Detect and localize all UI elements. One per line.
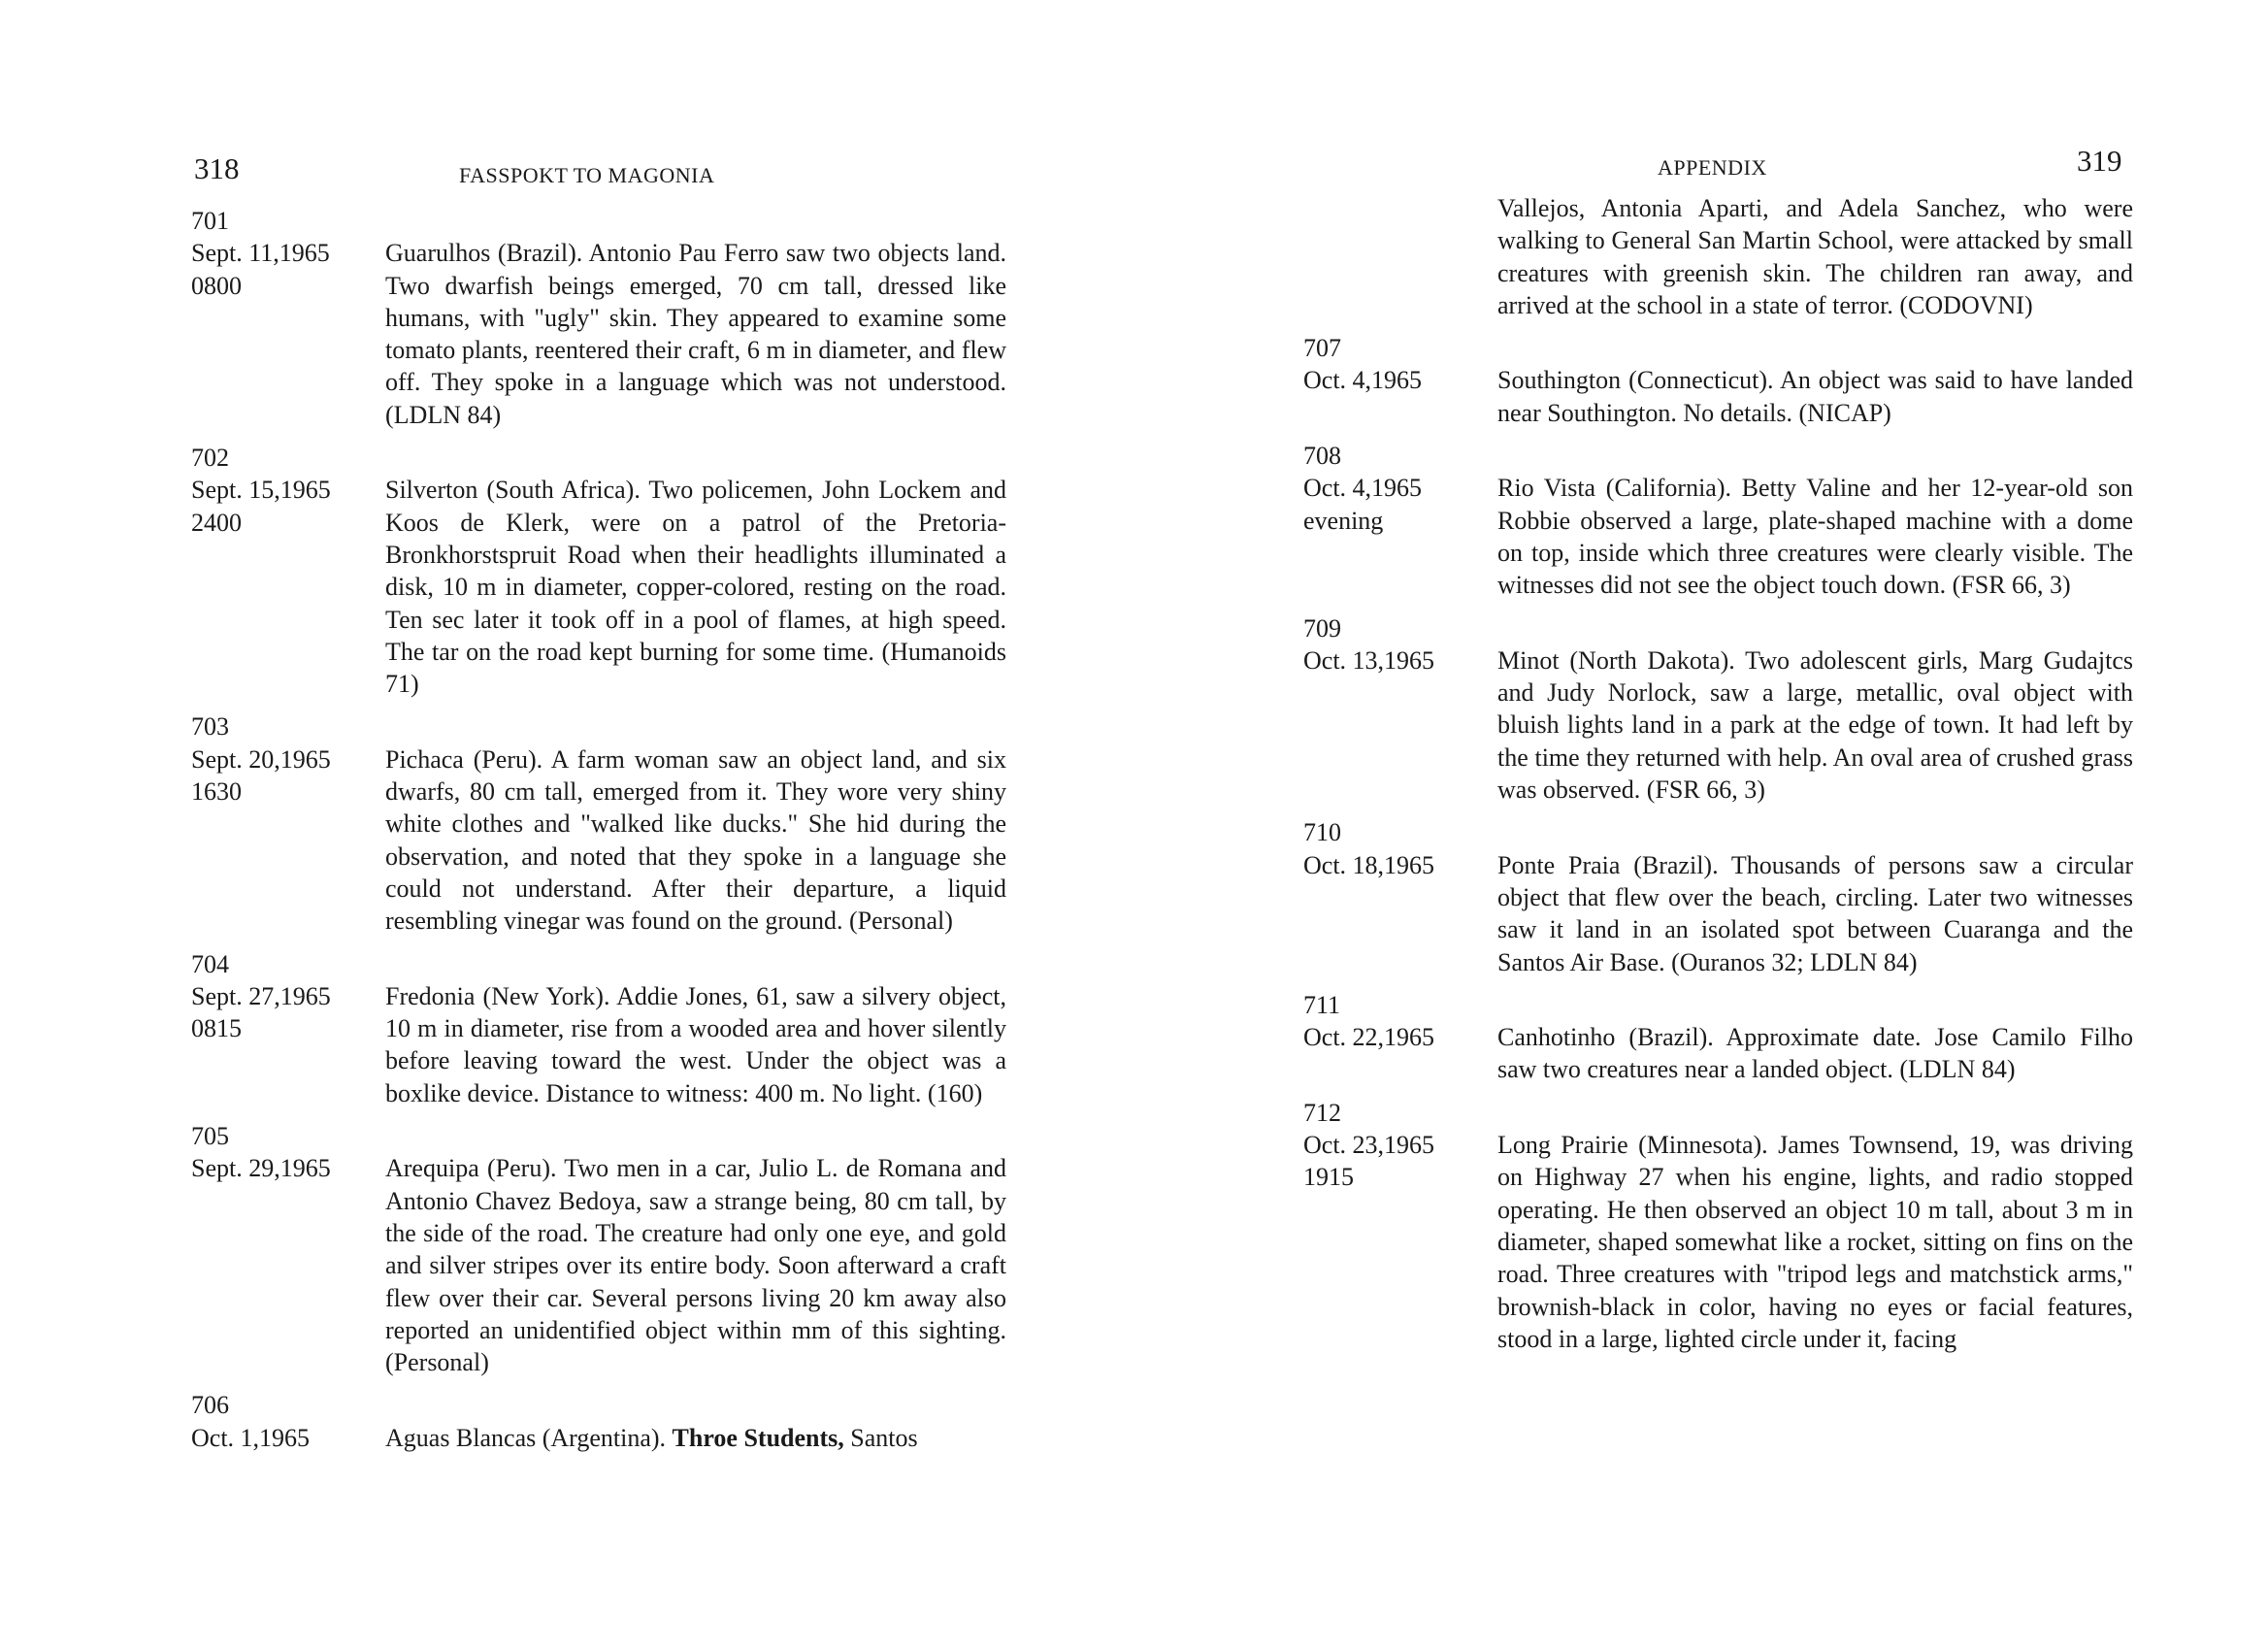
entry-date: Oct. 18,1965 xyxy=(1303,850,1435,879)
entry-711 xyxy=(1303,989,2133,1086)
page-number-left: 318 xyxy=(194,151,240,185)
right-page xyxy=(1134,0,2268,1650)
entry-number: 709 xyxy=(1303,613,1341,643)
entry-text: Guarulhos (Brazil). Antonio Pau Ferro saw two objects land. Two dwarfish beings emerged, 70 cm tall, dressed like humans, with "ugly" skin. They appeared to examine some tomato plants, reentered their craft, 6 m in diameter, and flew off. They spoke in a language which was not understood. (LDLN 84) xyxy=(385,239,1006,429)
entry-number: 703 xyxy=(191,712,229,742)
entry-710 xyxy=(1303,816,2133,977)
entry-number: 712 xyxy=(1303,1098,1341,1127)
entry-date: Sept. 27,1965 0815 xyxy=(191,981,331,1043)
entry-number: 710 xyxy=(1303,818,1341,847)
entry-707 xyxy=(1303,332,2133,429)
running-head-right: APPENDIX xyxy=(1658,155,1767,180)
entry-text: Southington (Connecticut). An object was said to have landed near Southington. No details. (NICAP) xyxy=(1497,366,2133,427)
entry-text: Minot (North Dakota). Two adolescent girls, Marg Gudajtcs and Judy Norlock, saw a large, metallic, oval object with bluish lights land in a park at the edge of town. It had left by the time they returned with help. An oval area of crushed grass was observed. (FSR 66, 3) xyxy=(1497,645,2133,805)
entry-number: 704 xyxy=(191,949,229,978)
entry-705 xyxy=(191,1120,1006,1378)
entry-text: Long Prairie (Minnesota). James Townsend, 19, was driving on Highway 27 when his engine, lights, and radio stopped operating. He then observed an object 10 m tall, about 3 m in diameter, shaped somewhat like a rocket, sitting on fins on the road. Three creatures with "tripod legs and matchstick arms," brownish-black in color, having no eyes or facial features, stood in a large, lighted circle under it, facing xyxy=(1497,1131,2133,1353)
running-head-left: FASSPOKT TO MAGONIA xyxy=(459,163,715,187)
entry-date: Sept. 15,1965 2400 xyxy=(191,476,331,537)
entry-708 xyxy=(1303,440,2133,601)
entry-709 xyxy=(1303,612,2133,807)
entry-date: Sept. 29,1965 xyxy=(191,1154,331,1183)
entry-date: Oct. 23,1965 1915 xyxy=(1303,1131,1435,1192)
entry-text-tail: Santos xyxy=(843,1423,918,1452)
entry-704 xyxy=(191,948,1006,1109)
entry-date: Oct. 13,1965 xyxy=(1303,645,1435,675)
entry-number: 706 xyxy=(191,1391,229,1420)
entry-text xyxy=(385,1422,1006,1454)
entry-text-lead: Aguas Blancas (Argentina). xyxy=(385,1423,673,1452)
entry-date: Sept. 20,1965 1630 xyxy=(191,744,331,807)
entry-text: Fredonia (New York). Addie Jones, 61, saw a silvery object, 10 m in diameter, rise from a wooded area and hover silently before leaving toward the west. Under the object was a boxlike device. Distance to witness: 400 m. No light. (160) xyxy=(385,981,1006,1107)
entry-text: Rio Vista (California). Betty Valine and her 12-year-old son Robbie observed a large, plate-shaped machine with a dome on top, inside which three creatures were clearly visible. The witnesses did not see the object touch down. (FSR 66, 3) xyxy=(1497,474,2133,600)
entry-number: 702 xyxy=(191,444,229,473)
entry-text: Ponte Praia (Brazil). Thousands of persons saw a circular object that flew over the beach, circling. Later two witnesses saw it land in an isolated spot between Cuaranga and the Santos Air Base. (Ouranos 32; LDLN 84) xyxy=(1497,850,2133,976)
page-number-right: 319 xyxy=(2077,144,2122,178)
entry-706 xyxy=(191,1389,1006,1454)
entry-date: Oct. 4,1965 evening xyxy=(1303,474,1423,535)
entry-712 xyxy=(1303,1097,2133,1355)
entry-text: Pichaca (Peru). A farm woman saw an object land, and six dwarfs, 80 cm tall, emerged from it. They wore very shiny white clothes and "walked like ducks." She hid during the observation, and noted that they spoke in a language she could not understand. After their departure, a liquid resembling vinegar was found on the ground. (Personal) xyxy=(385,744,1006,936)
entry-703 xyxy=(191,710,1006,937)
entry-701 xyxy=(191,205,1006,431)
entry-text: Arequipa (Peru). Two men in a car, Julio L. de Romana and Antonio Chavez Bedoya, saw a strange being, 80 cm tall, by the side of the road. The creature had only one eye, and gold and silver stripes over its entire body. Soon afterward a craft flew over their car. Several persons living 20 km away also reported an unidentified object within mm of this sighting. (Personal) xyxy=(385,1154,1006,1377)
entry-date: Oct. 4,1965 xyxy=(1303,366,1423,395)
entries-right xyxy=(1303,192,2133,1355)
entry-date: Sept. 11,1965 0800 xyxy=(191,239,330,300)
entry-number: 701 xyxy=(191,207,229,235)
entry-text: Canhotinho (Brazil). Approximate date. Jose Camilo Filho saw two creatures near a landed object. (LDLN 84) xyxy=(1497,1023,2133,1084)
entry-date: Oct. 1,1965 xyxy=(191,1423,311,1452)
entry-number: 711 xyxy=(1303,990,1341,1019)
entry-number: 705 xyxy=(191,1122,229,1151)
entry-date: Oct. 22,1965 xyxy=(1303,1023,1435,1052)
entry-text: Silverton (South Africa). Two policemen, John Lockem and Koos de Klerk, were on a patrol of the Pretoria-Bronkhorstspruit Road when their headlights illuminated a disk, 10 m in diameter, copper-colored, resting on the road. Ten sec later it took off in a pool of flames, at high speed. The tar on the road kept burning for some time. (Humanoids 71) xyxy=(385,476,1006,699)
entries-left xyxy=(191,205,1006,1454)
entry-702 xyxy=(191,442,1006,700)
entry-number: 707 xyxy=(1303,334,1341,363)
continued-entry-text: Vallejos, Antonia Aparti, and Adela Sanchez, who were walking to General San Martin School, were attacked by small creatures with greenish skin. The children ran away, and arrived at the school in a state of terror. (CODOVNI) xyxy=(1497,194,2133,319)
entry-number: 708 xyxy=(1303,442,1341,471)
entry-text-bold: Throe Students, xyxy=(672,1423,844,1452)
